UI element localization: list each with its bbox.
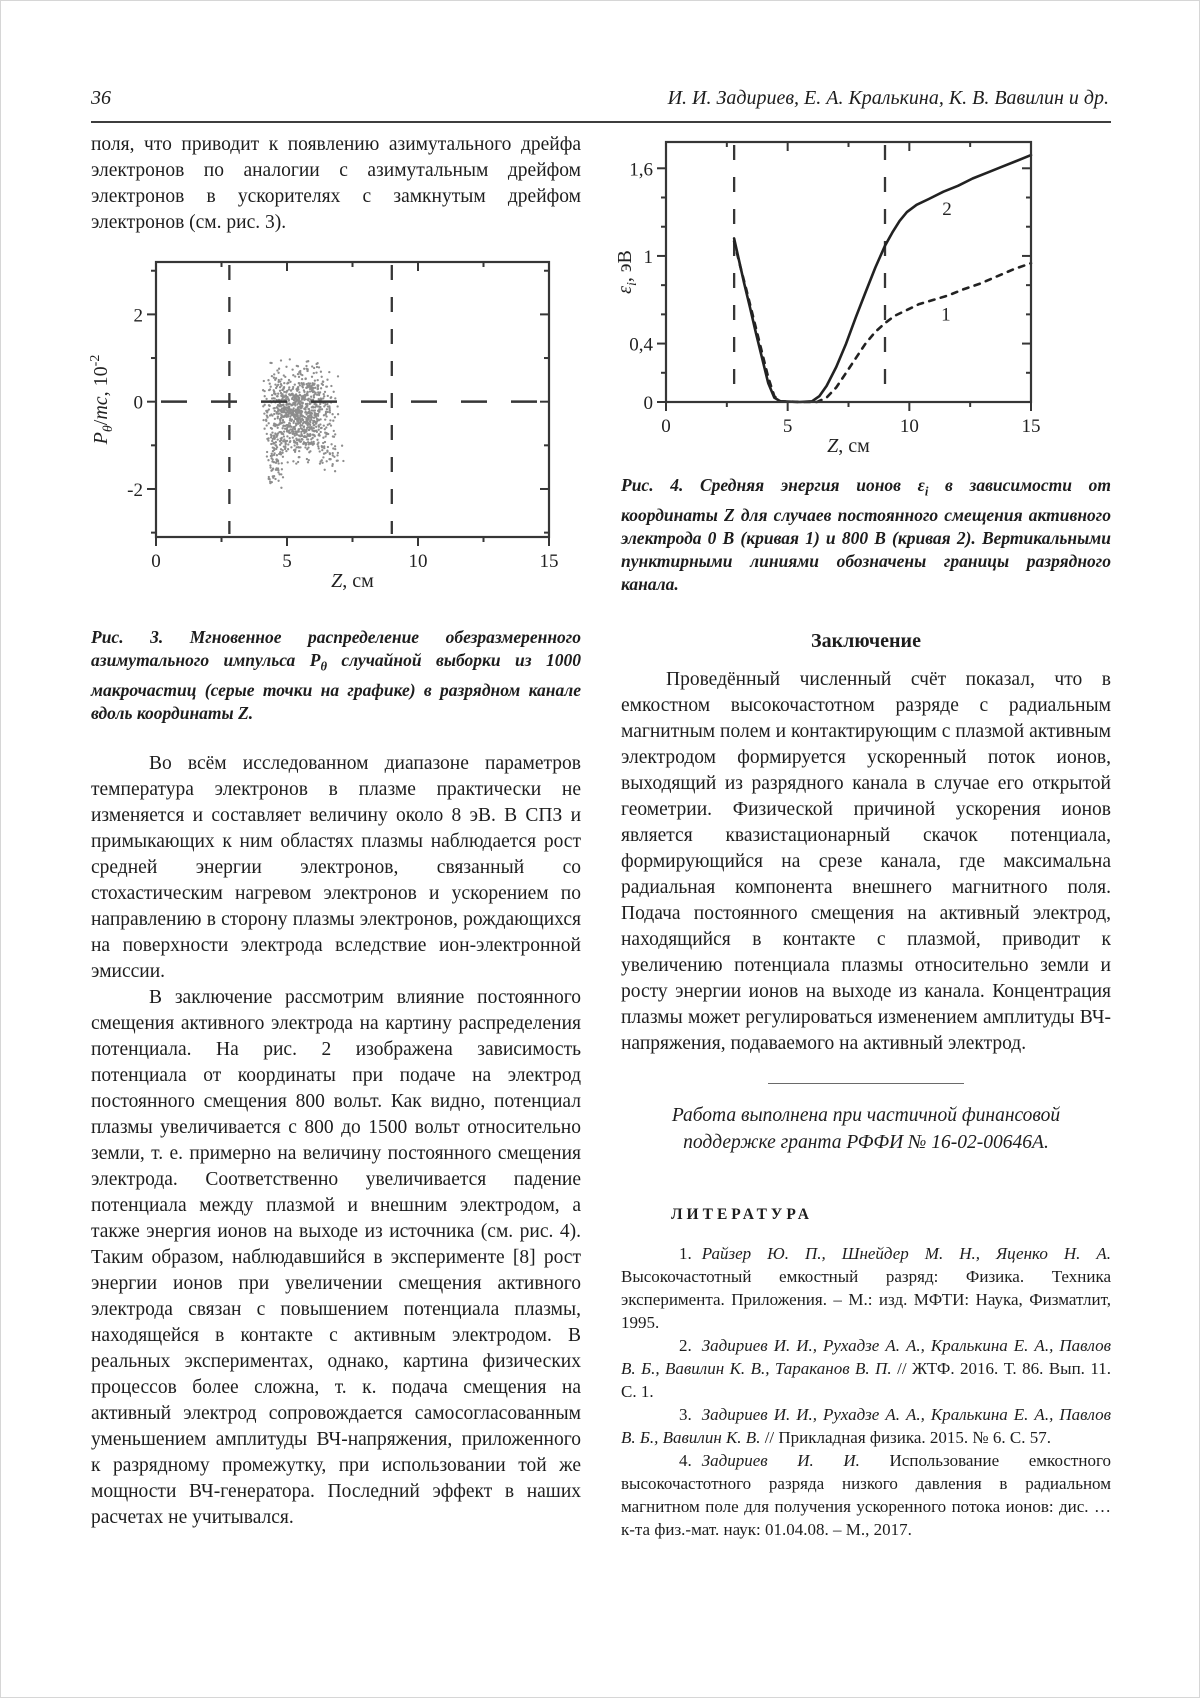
svg-text:0: 0 [151, 551, 161, 572]
svg-text:1: 1 [643, 246, 653, 268]
reference-item [621, 1334, 1111, 1403]
svg-text:2: 2 [133, 305, 143, 327]
svg-text:1,6: 1,6 [629, 159, 653, 181]
reference-item [621, 1403, 1111, 1449]
caption-subscript: i [924, 484, 929, 499]
header-rule [91, 121, 1111, 123]
svg-text:1: 1 [941, 304, 951, 326]
reference-number: 1. [679, 1243, 692, 1263]
svg-text:5: 5 [282, 551, 292, 572]
reference-item [621, 1242, 1111, 1334]
paragraph: Во всём исследованном диапазоне параметров температура электронов в плазме практически не изменяется и составляет величину около 8 эВ. В СПЗ и примыкающих к ним областях плазмы наблюдается рост средней энергии электронов, связанный со стохастическим нагревом электронов и ускорением по направлению в сторону плазмы электронов, рождающихся на поверхности электрода вследствие ион-электронной эмиссии. [91, 752, 581, 982]
footnote-divider [768, 1083, 964, 1084]
svg-text:Z, см: Z, см [331, 570, 374, 592]
figure4-line-chart [614, 134, 1111, 464]
reference-text: // ЖТФ. 2016. Т. 86. Вып. 11. С. 1. [621, 1358, 1111, 1401]
reference-item [621, 1449, 1111, 1541]
svg-text:Pθ/mc, 10-2: $P_\theta/mc$, $10^{-2}$ [88, 354, 116, 445]
right-column [614, 134, 1112, 1541]
reference-authors: Задириев И. И., Рухадзе А. А., Кралькина Е. А., Павлов В. Б., Вавилин К. В. [621, 1404, 1111, 1447]
svg-text:0: 0 [643, 393, 653, 414]
svg-text:εi, эВ: $\varepsilon_i$, эВ [614, 250, 640, 294]
reference-list [621, 1242, 1111, 1541]
paragraph: В заключение рассмотрим влияние постоянного смещения активного электрода на картину распределения потенциала. На рис. 2 изображена зависимость потенциала от координаты при подаче на электрод постоянного смещения 800 вольт. Как видно, потенциал плазмы увеличивается с 800 до 1500 вольт относительно земли, т. е. примерно на величину постоянного смещения электрода. Соответственно увеличивается падение потенциала между плазмой и внешним электродом, а также энергия ионов на выходе из источника (см. рис. 4). Таким образом, наблюдавшийся в эксперименте [8] рост энергии ионов при увеличении смещения активного электрода связан с повышением потенциала плазмы, находящейся в контакте с активным электродом. В реальных экспериментах, однако, картина физических процессов более сложна, т. к. подача смещения на активный электрод сопровождается самосогласованным уменьшением амплитуды ВЧ-напряжения, приложенного к разрядному промежутку, при использовании той же мощности ВЧ-генератора. Последний эффект в наших расчетах не учитывался. [91, 986, 581, 1528]
paragraph: Проведённый численный счёт показал, что в емкостном высокочастотном разряде с радиальным магнитным полем и контактирующим с плазмой активным электродом формируется ускоренный поток ионов, выходящий из разрядного канала в случае его открытой геометрии. Физической причиной ускорения ионов является квазистационарный скачок потенциала, формирующийся на срезе канала, где максимальна радиальная компонента внешнего магнитного поля. Подача постоянного смещения на активный электрод, находящийся в контакте с плазмой, приводит к увеличению потенциала плазмы относительно земли и росту энергии ионов на выходе из канала. Концентрация плазмы может регулироваться изменением амплитуды ВЧ-напряжения, подаваемого на активный электрод. [621, 668, 1111, 1054]
svg-text:15: 15 [1021, 416, 1041, 437]
figure4-caption [621, 474, 1111, 596]
page-number: 36 [91, 87, 111, 109]
figure3-caption [91, 626, 581, 725]
figure3-scatter-plot [88, 248, 581, 600]
paragraph: поля, что приводит к появлению азимутального дрейфа электронов по аналогии с азимутальным дрейфом электронов в ускорителях с замкнутым дрейфом электронов (см. рис. 3). [91, 134, 581, 233]
reference-text: // Прикладная физика. 2015. № 6. С. 57. [764, 1427, 1051, 1447]
grant-acknowledgement: Работа выполнена при частичной финансовой поддержке гранта РФФИ № 16-02-00646А. [671, 1104, 1061, 1153]
svg-text:2: 2 [942, 199, 952, 221]
caption-text: Рис. 3. Мгновенное распределение обезразмеренного азимутального импульса P [91, 627, 581, 670]
caption-subscript: θ [320, 659, 327, 674]
reference-number: 2. [679, 1335, 692, 1355]
reference-number: 4. [679, 1450, 692, 1470]
svg-text:15: 15 [539, 551, 559, 572]
left-column [88, 132, 581, 1531]
reference-authors: Задириев И. И., Рухадзе А. А., Кралькина Е. А., Павлов В. Б., Вавилин К. В., Тараканов В. П. [621, 1335, 1111, 1378]
svg-text:-2: -2 [127, 479, 143, 501]
reference-text: Высокочастотный емкостный разряд: Физика. Техника эксперимента. Приложения. – М.: изд. МФТИ: Наука, Физматлит, 1995. [621, 1266, 1111, 1332]
running-head-authors: И. И. Задириев, Е. А. Кралькина, К. В. Вавилин и др. [667, 87, 1109, 109]
literature-heading: ЛИТЕРАТУРА [671, 1205, 813, 1223]
reference-authors: Задириев И. И. [701, 1450, 860, 1470]
svg-text:0: 0 [133, 392, 143, 414]
conclusion-heading: Заключение [811, 629, 921, 652]
reference-text: Использование емкостного высокочастотного разряда низкого давления в радиальном магнитном поле для получения ускоренного потока ионов: дис. … к-та физ.-мат. наук: 01.04.08. – М., 2017. [621, 1450, 1112, 1539]
svg-text:10: 10 [899, 416, 919, 437]
caption-text: в зависимости от координаты Z для случаев постоянного смещения активного электрода 0 В (кривая 1) и 800 В (кривая 2). Вертикальными пунктирными линиями обозначены границы разрядного канала. [621, 475, 1111, 594]
caption-text: случайной выборки из 1000 макрочастиц (серые точки на графике) в разрядном канале вдоль координаты Z. [91, 650, 581, 723]
svg-text:0,4: 0,4 [629, 334, 653, 356]
svg-text:5: 5 [782, 416, 793, 437]
reference-authors: Райзер Ю. П., Шнейдер М. Н., Яценко Н. А. [701, 1243, 1111, 1263]
svg-text:0: 0 [661, 416, 671, 437]
caption-text: Рис. 4. Средняя энергия ионов ε [621, 475, 925, 495]
svg-text:Z, см: Z, см [827, 435, 870, 457]
svg-text:10: 10 [408, 551, 428, 572]
reference-number: 3. [679, 1404, 692, 1424]
